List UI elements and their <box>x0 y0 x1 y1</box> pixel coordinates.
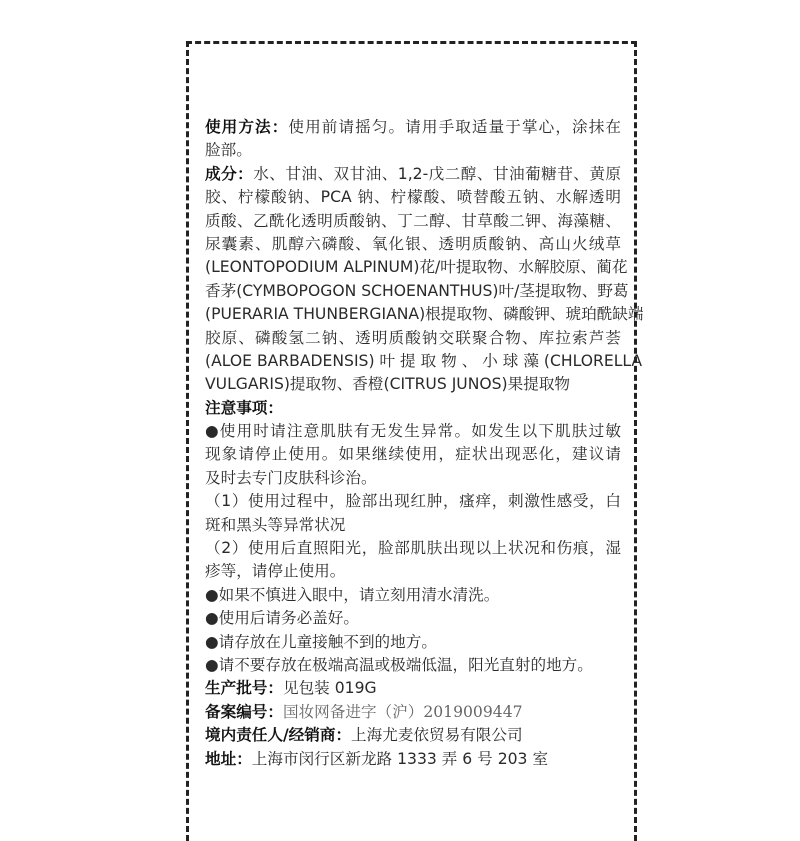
caution-line: ●如果不慎进入眼中，请立刻用清水清洗。 <box>205 585 500 604</box>
ingredients-line: VULGARIS)提取物、香橙(CITRUS JUNOS)果提取物 <box>205 375 571 394</box>
caution-line: 及时去专门皮肤科诊治。 <box>205 468 377 487</box>
caution-line: ●使用后请务必盖好。 <box>205 609 359 628</box>
caution-line: （1）使用过程中，脸部出现红肿，瘙痒，刺激性感受，白 <box>205 492 621 511</box>
address: 地址：上海市闵行区新龙路 1333 弄 6 号 203 室 <box>205 749 549 768</box>
ingredients-line: 香茅(CYMBOPOGON SCHOENANTHUS)叶/茎提取物、野葛 <box>205 281 629 300</box>
usage-line: 脸部。 <box>205 141 252 160</box>
usage-label: 使用方法： <box>205 118 289 136</box>
record-number: 备案编号：国妆网备进字（沪）2019009447 <box>205 702 523 721</box>
caution-line: 斑和黑头等异常状况 <box>205 515 346 534</box>
ingredients-label: 成分： <box>205 164 254 183</box>
ingredients-line: 成分：水、甘油、双甘油、1,2-戊二醇、甘油葡糖苷、黄原 <box>205 164 621 183</box>
ingredients-line: 胶、柠檬酸钠、PCA 钠、柠檬酸、喷替酸五钠、水解透明 <box>205 188 621 207</box>
ingredients-line: (ALOE BARBADENSIS) 叶 提 取 物 、 小 球 藻 (CHLORELLA <box>205 351 643 370</box>
ingredients-line: 尿囊素、肌醇六磷酸、氧化银、透明质酸钠、高山火绒草 <box>205 234 621 253</box>
caution-line: ●请不要存放在极端高温或极端低温，阳光直射的地方。 <box>205 655 593 674</box>
ingredients-line: 质酸、乙酰化透明质酸钠、丁二醇、甘草酸二钾、海藻糖、 <box>205 211 621 230</box>
caution-line: ●使用时请注意肌肤有无发生异常。如发生以下肌肤过敏 <box>205 422 621 441</box>
caution-line: 疹等，请停止使用。 <box>205 562 346 581</box>
caution-line: ●请存放在儿童接触不到的地方。 <box>205 632 437 651</box>
usage-line: 使用方法：使用前请摇匀。请用手取适量于掌心，涂抹在 <box>205 118 621 136</box>
batch-number: 生产批号：见包装 019G <box>205 679 377 698</box>
product-label-text <box>205 116 644 771</box>
caution-line: 现象请停止使用。如果继续使用，症状出现恶化，建议请 <box>205 445 621 464</box>
caution-line: （2）使用后直照阳光，脸部肌肤出现以上状况和伤痕，湿 <box>205 539 621 558</box>
ingredients-line: (LEONTOPODIUM ALPINUM)花/叶提取物、水解胶原、蔺花 <box>205 258 628 277</box>
ingredients-line: (PUERARIA THUNBERGIANA)根提取物、磷酸钾、琥珀酰缺端 <box>205 305 644 324</box>
distributor: 境内责任人/经销商：上海尤麦依贸易有限公司 <box>205 726 523 745</box>
ingredients-line: 胶原、磷酸氢二钠、透明质酸钠交联聚合物、库拉索芦荟 <box>205 328 621 347</box>
cautions-heading: 注意事项： <box>205 398 283 417</box>
